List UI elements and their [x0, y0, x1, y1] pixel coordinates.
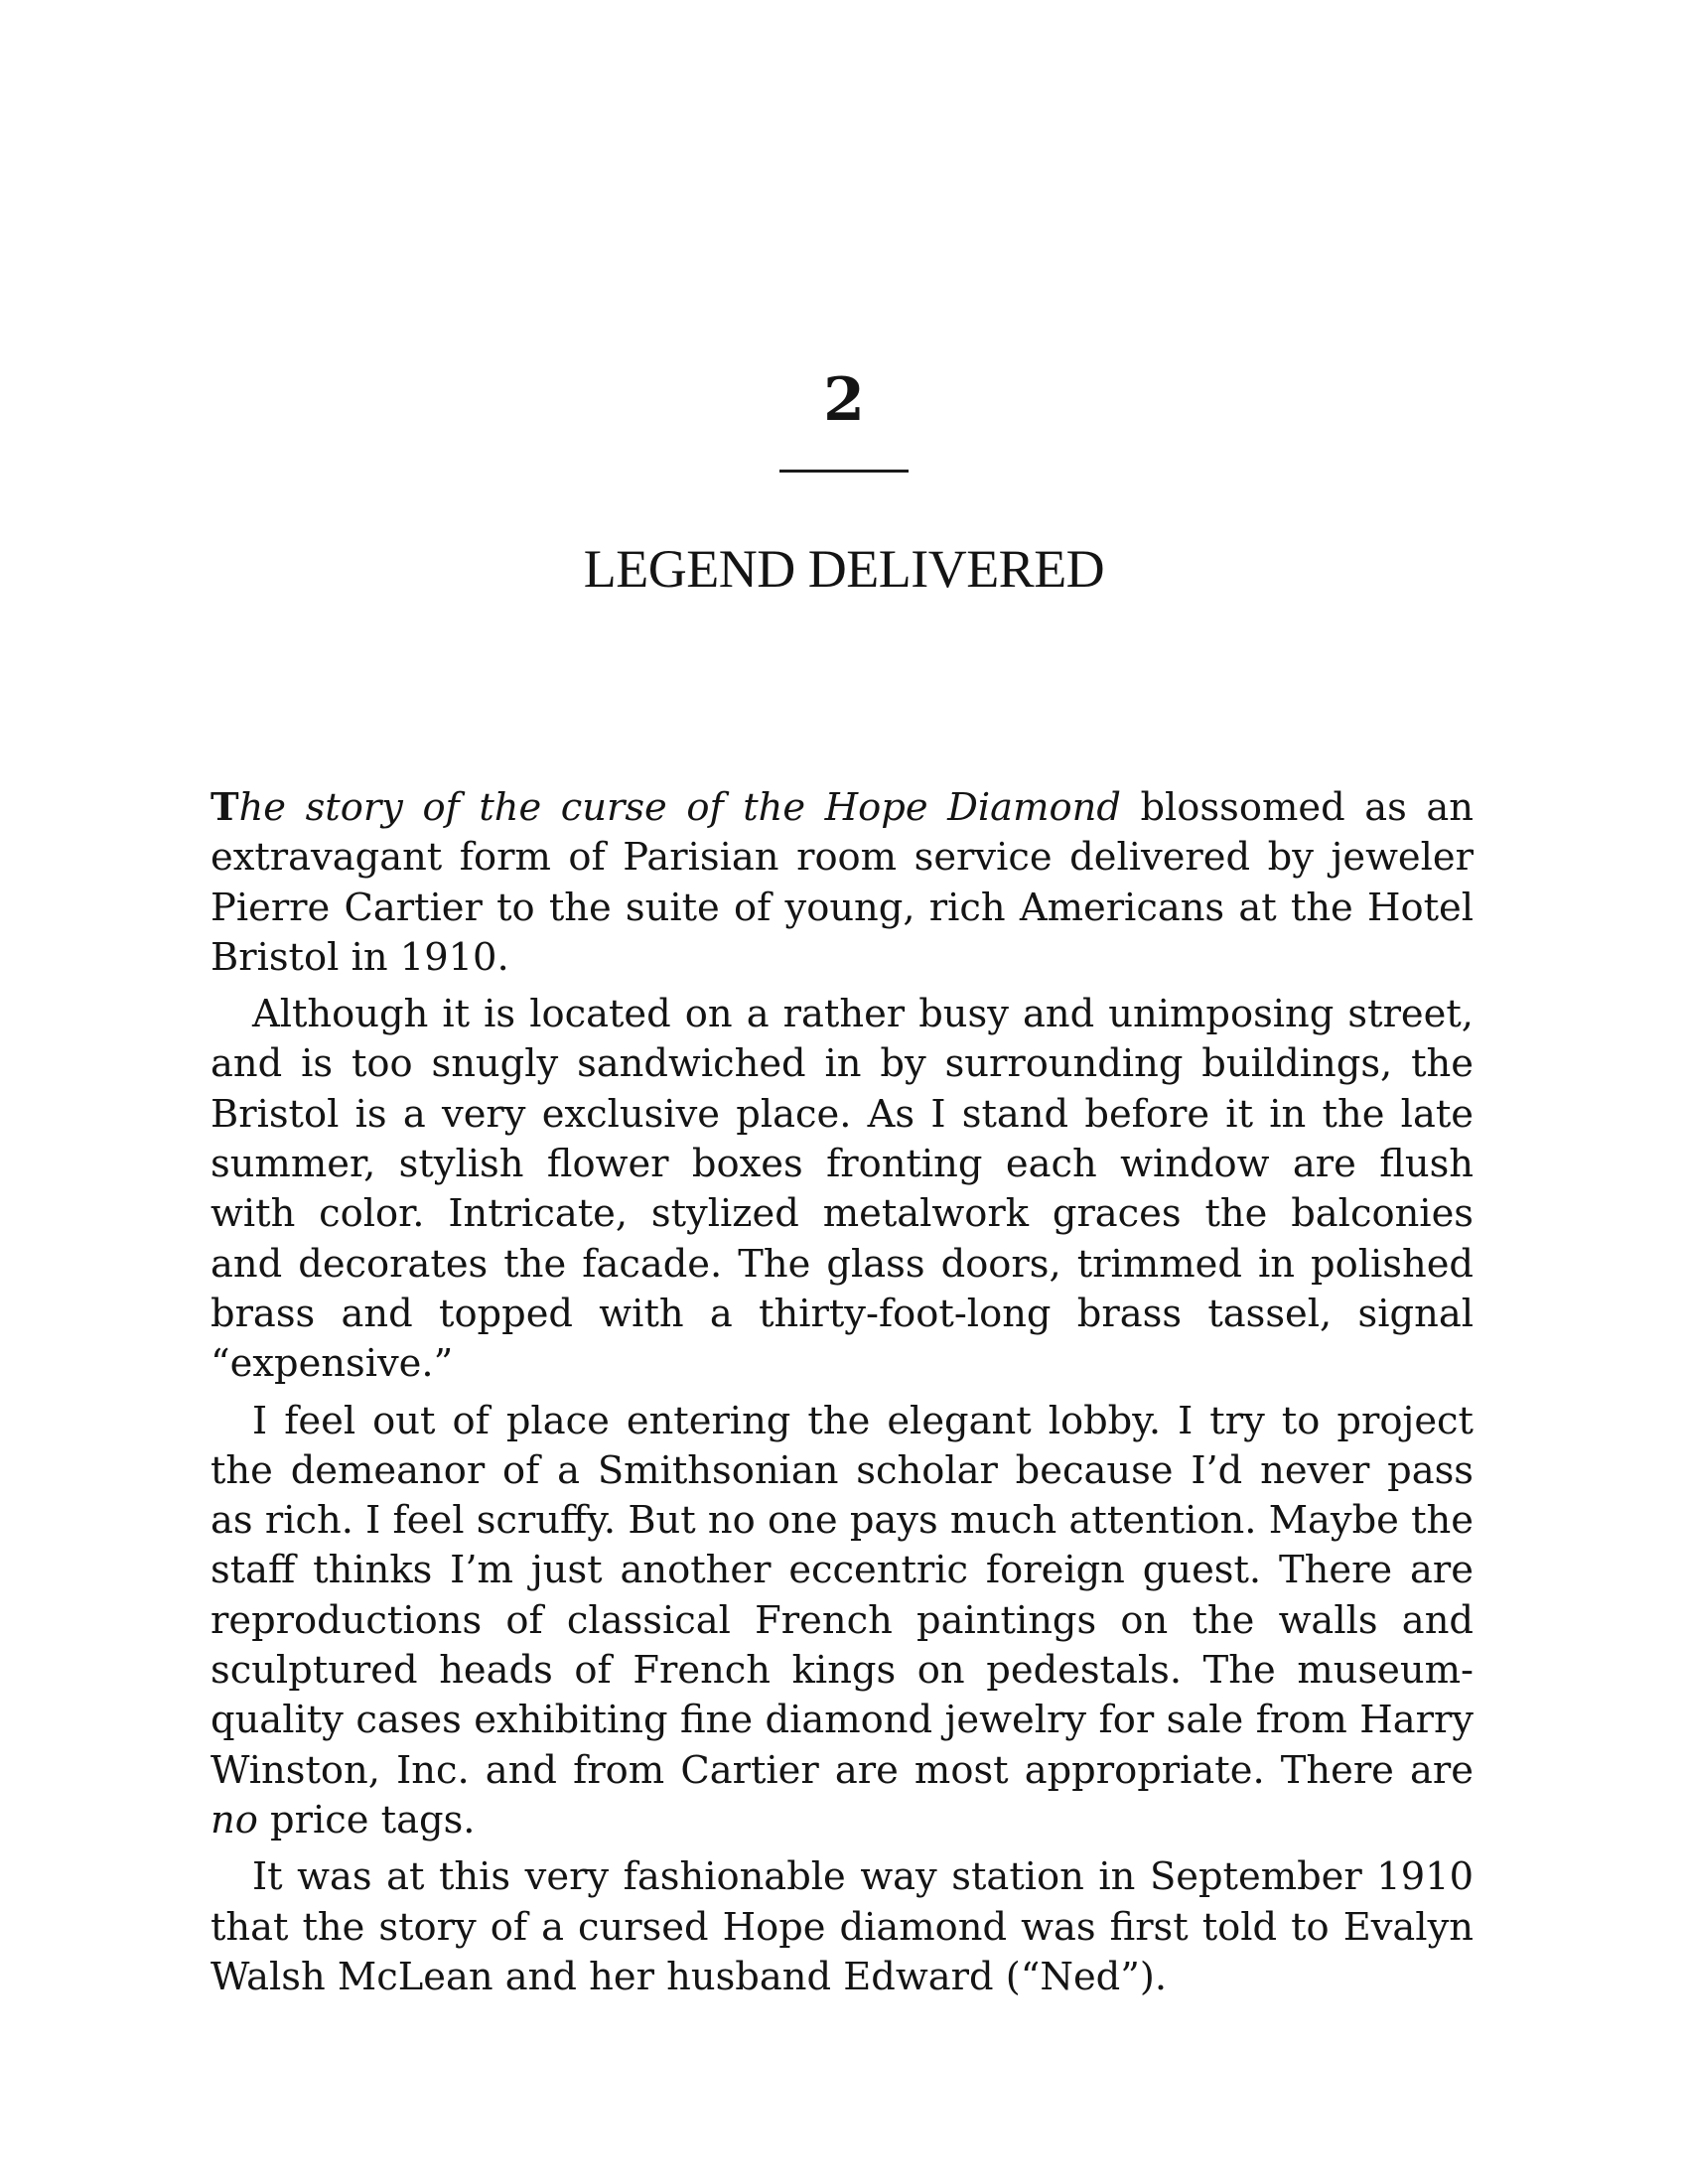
chapter-body: [211, 783, 1474, 2009]
chapter-title: LEGEND DELIVERED: [583, 539, 1105, 599]
lobby-text-after: price tags.: [257, 1797, 476, 1843]
chapter-divider-rule: [779, 470, 909, 473]
paragraph-lobby: [211, 1397, 1474, 1846]
emphasis-no: no: [211, 1797, 258, 1843]
opening-italic-phrase: he story of the curse of the Hope Diamond: [238, 785, 1121, 830]
paragraph-hotel-description: Although it is located on a rather busy and unimposing street, and is too snugly sandwiched in by surrounding buildings, the Bristol is a very exclusive place. As I stand before it in the late summer, stylish flower boxes fronting each window are flush with color. Intricate, stylized metalwork graces the balconies and decorates the facade. The glass doors, trimmed in polished brass and topped with a thirty-foot-long brass tassel, signal “expensive.”: [211, 992, 1474, 1387]
paragraph-closing: It was at this very fashionable way station in September 1910 that the story of a cursed Hope diamond was first told to Evalyn Walsh McLean and her husband Edward (“Ned”).: [211, 1854, 1474, 1999]
lobby-text-before: I feel out of place entering the elegant lobby. I try to project the demeanor of a Smithsonian scholar because I’d never pass as rich. I feel scruffy. But no one pays much attention. Maybe the staff thinks I’m just another eccentric foreign guest. There are reproductions of classical French paintings on the walls and sculptured heads of French kings on pedestals. The museum-quality cases exhibiting fine diamond jewelry for sale from Harry Winston, Inc. and from Cartier are most appropriate. There are: [211, 1398, 1474, 1793]
opening-lead-letter: T: [211, 785, 239, 830]
chapter-number: 2: [823, 365, 865, 435]
opening-paragraph-text: blossomed as an extravagant form of Parisian room service delivered by jeweler Pierre Cartier to the suite of young, rich Americans at the Hotel Bristol in 1910.: [211, 785, 1474, 980]
paragraph-opening: [211, 783, 1474, 983]
